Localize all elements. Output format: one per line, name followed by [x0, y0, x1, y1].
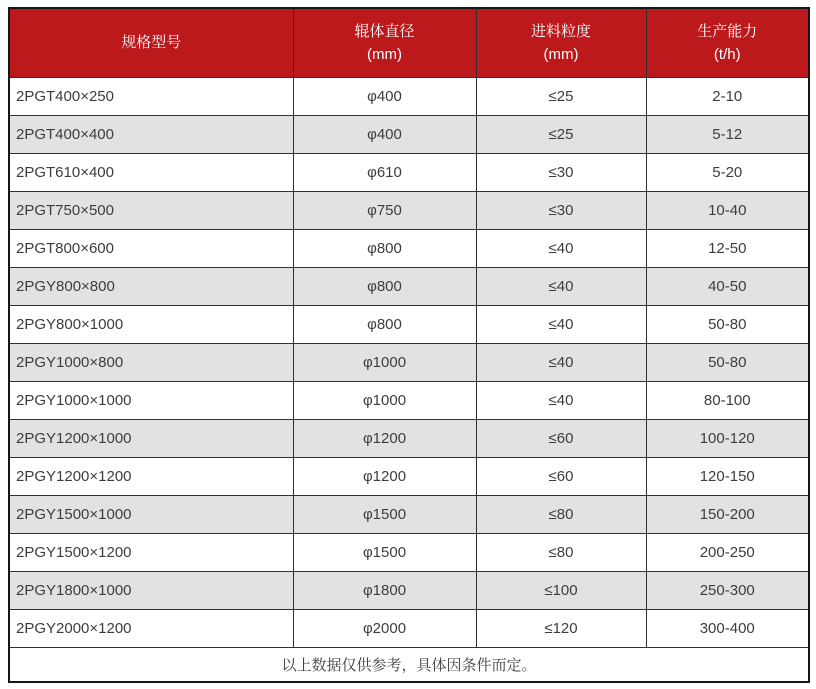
feed-size-cell: ≤30	[476, 154, 646, 192]
capacity-cell: 2-10	[646, 78, 809, 116]
model-cell: 2PGY1800×1000	[9, 572, 293, 610]
table-row	[9, 306, 809, 344]
table-row	[9, 458, 809, 496]
diameter-cell: φ1200	[293, 420, 476, 458]
feed-size-cell: ≤80	[476, 534, 646, 572]
diameter-cell: φ1000	[293, 382, 476, 420]
model-cell: 2PGT400×250	[9, 78, 293, 116]
model-cell: 2PGY1500×1000	[9, 496, 293, 534]
table-row	[9, 78, 809, 116]
footnote-row	[9, 648, 809, 683]
diameter-cell: φ400	[293, 78, 476, 116]
feed-size-cell: ≤60	[476, 458, 646, 496]
model-cell: 2PGT750×500	[9, 192, 293, 230]
diameter-cell: φ800	[293, 230, 476, 268]
diameter-cell: φ1000	[293, 344, 476, 382]
capacity-cell: 50-80	[646, 344, 809, 382]
capacity-cell: 250-300	[646, 572, 809, 610]
header-roller-diameter-unit: (mm)	[367, 46, 402, 63]
header-feed-size	[476, 8, 646, 78]
feed-size-cell: ≤40	[476, 230, 646, 268]
spec-table-footer	[9, 648, 809, 683]
model-cell: 2PGY800×1000	[9, 306, 293, 344]
spec-table	[8, 7, 810, 683]
header-feed-size-unit: (mm)	[543, 46, 579, 63]
header-model	[9, 8, 293, 78]
diameter-cell: φ1500	[293, 496, 476, 534]
capacity-cell: 5-20	[646, 154, 809, 192]
header-capacity-label: 生产能力	[697, 23, 758, 40]
diameter-cell: φ2000	[293, 610, 476, 648]
table-row	[9, 116, 809, 154]
header-capacity	[646, 8, 809, 78]
table-row	[9, 268, 809, 306]
model-cell: 2PGT800×600	[9, 230, 293, 268]
feed-size-cell: ≤40	[476, 382, 646, 420]
capacity-cell: 40-50	[646, 268, 809, 306]
capacity-cell: 100-120	[646, 420, 809, 458]
model-cell: 2PGY1200×1000	[9, 420, 293, 458]
diameter-cell: φ800	[293, 306, 476, 344]
feed-size-cell: ≤25	[476, 78, 646, 116]
table-row	[9, 382, 809, 420]
model-cell: 2PGT610×400	[9, 154, 293, 192]
spec-table-header	[9, 8, 809, 78]
header-capacity-unit: (t/h)	[713, 46, 741, 63]
capacity-cell: 200-250	[646, 534, 809, 572]
model-cell: 2PGY1500×1200	[9, 534, 293, 572]
table-row	[9, 192, 809, 230]
table-row	[9, 154, 809, 192]
feed-size-cell: ≤100	[476, 572, 646, 610]
model-cell: 2PGY2000×1200	[9, 610, 293, 648]
table-row	[9, 610, 809, 648]
model-cell: 2PGT400×400	[9, 116, 293, 154]
feed-size-cell: ≤25	[476, 116, 646, 154]
model-cell: 2PGY1000×800	[9, 344, 293, 382]
capacity-cell: 300-400	[646, 610, 809, 648]
feed-size-cell: ≤30	[476, 192, 646, 230]
diameter-cell: φ1800	[293, 572, 476, 610]
feed-size-cell: ≤60	[476, 420, 646, 458]
capacity-cell: 80-100	[646, 382, 809, 420]
footnote-text: 以上数据仅供参考，具体因条件而定。	[9, 648, 809, 683]
model-cell: 2PGY800×800	[9, 268, 293, 306]
diameter-cell: φ750	[293, 192, 476, 230]
capacity-cell: 150-200	[646, 496, 809, 534]
table-row	[9, 534, 809, 572]
table-row	[9, 496, 809, 534]
header-roller-diameter	[293, 8, 476, 78]
header-model-label: 规格型号	[121, 34, 182, 51]
header-row	[9, 8, 809, 78]
feed-size-cell: ≤120	[476, 610, 646, 648]
capacity-cell: 10-40	[646, 192, 809, 230]
model-cell: 2PGY1000×1000	[9, 382, 293, 420]
diameter-cell: φ800	[293, 268, 476, 306]
header-feed-size-label: 进料粒度	[530, 23, 591, 40]
feed-size-cell: ≤40	[476, 268, 646, 306]
feed-size-cell: ≤80	[476, 496, 646, 534]
table-row	[9, 572, 809, 610]
capacity-cell: 5-12	[646, 116, 809, 154]
capacity-cell: 12-50	[646, 230, 809, 268]
diameter-cell: φ1200	[293, 458, 476, 496]
diameter-cell: φ1500	[293, 534, 476, 572]
diameter-cell: φ610	[293, 154, 476, 192]
capacity-cell: 120-150	[646, 458, 809, 496]
diameter-cell: φ400	[293, 116, 476, 154]
feed-size-cell: ≤40	[476, 306, 646, 344]
table-row	[9, 420, 809, 458]
table-row	[9, 230, 809, 268]
capacity-cell: 50-80	[646, 306, 809, 344]
feed-size-cell: ≤40	[476, 344, 646, 382]
table-row	[9, 344, 809, 382]
model-cell: 2PGY1200×1200	[9, 458, 293, 496]
header-roller-diameter-label: 辊体直径	[354, 23, 415, 40]
spec-table-body	[9, 78, 809, 648]
